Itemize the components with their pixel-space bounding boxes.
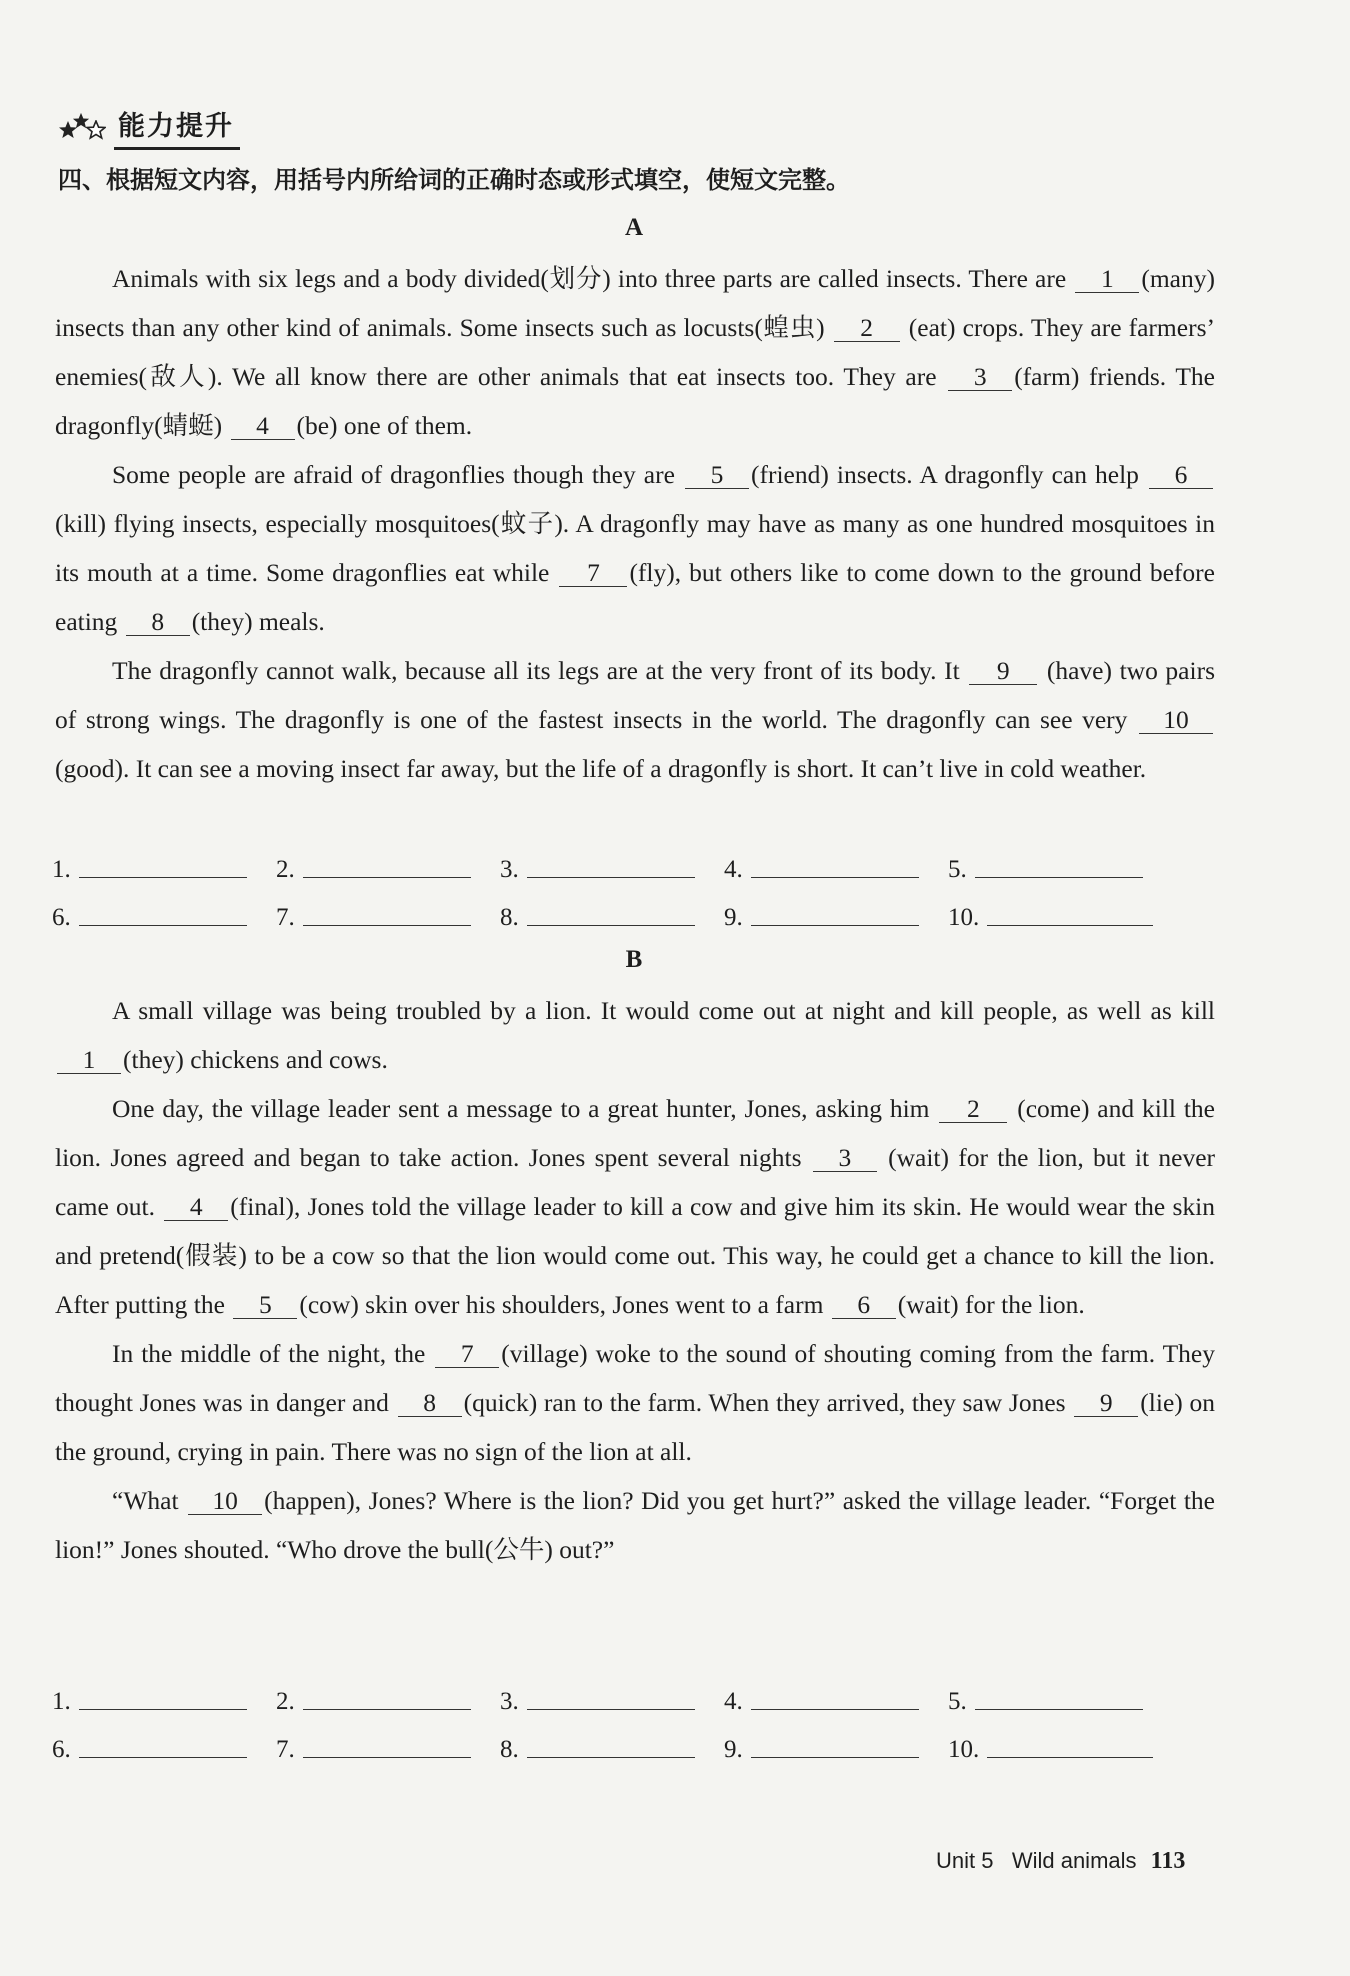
passage-text: (final), Jones told the village leader to kill a cow and give him its skin. He would wear the skin and pretend(假装) to be a cow so that the lion would come out. This way, he could get a chance to kill the lion. After putting the: [55, 1192, 1215, 1319]
passage-text: Some people are afraid of dragonflies though they are: [112, 460, 683, 489]
blank-5: 5: [685, 462, 749, 489]
passage-text: One day, the village leader sent a message to a great hunter, Jones, asking him: [112, 1094, 938, 1123]
a-answer-8: [500, 904, 724, 932]
answer-line[interactable]: [751, 925, 919, 926]
answer-number: 9.: [724, 1736, 743, 1763]
passage-paragraph: [55, 1084, 1215, 1329]
answer-number: 6.: [52, 1736, 71, 1763]
answer-number: 2.: [276, 856, 295, 883]
blank-2: 2: [939, 1096, 1007, 1123]
passage-text: (be) one of them.: [296, 411, 473, 440]
answer-line[interactable]: [79, 925, 247, 926]
b-answer-9: [724, 1736, 948, 1764]
answer-number: 7.: [276, 904, 295, 931]
answer-line[interactable]: [751, 1757, 919, 1758]
blank-6: 6: [832, 1292, 896, 1319]
passage-text: (have) two pairs of strong wings. The dragonfly is one of the fastest insects in the world. The dragonfly can see very: [55, 656, 1215, 734]
b-answer-6: [52, 1736, 276, 1764]
passage-text: (wait) for the lion.: [897, 1290, 1085, 1319]
a-answer-5: [948, 856, 1172, 884]
answer-row: [52, 1668, 1172, 1716]
passage-text: (fly), but others like to come down to the ground before eating: [55, 558, 1215, 636]
answer-number: 3.: [500, 856, 519, 883]
blank-3: 3: [948, 364, 1012, 391]
passage-text: The dragonfly cannot walk, because all its legs are at the very front of its body. It: [112, 656, 968, 685]
answer-line[interactable]: [527, 877, 695, 878]
answer-number: 10.: [948, 904, 980, 931]
blank-4: 4: [164, 1194, 228, 1221]
answer-number: 5.: [948, 1688, 967, 1715]
answer-number: 3.: [500, 1688, 519, 1715]
passage-text: A small village was being troubled by a lion. It would come out at night and kill people, as well as kill: [112, 996, 1215, 1025]
exercise-instruction: 四、根据短文内容，用括号内所给词的正确时态或形式填空，使短文完整。: [58, 166, 850, 194]
blank-1: 1: [57, 1047, 121, 1074]
passage-a: [55, 254, 1215, 793]
blank-5: 5: [233, 1292, 297, 1319]
blank-7: 7: [559, 560, 627, 587]
answer-number: 8.: [500, 904, 519, 931]
section-header: [58, 104, 240, 150]
passage-text: (good). It can see a moving insect far away, but the life of a dragonfly is short. It can’t live in cold weather.: [55, 754, 1147, 783]
answer-number: 5.: [948, 856, 967, 883]
b-answer-7: [276, 1736, 500, 1764]
passage-text: (lie) on the ground, crying in pain. There was no sign of the lion at all.: [55, 1388, 1215, 1466]
section-title: 能力提升: [114, 104, 240, 150]
answer-row: [52, 836, 1172, 884]
blank-7: 7: [435, 1341, 499, 1368]
passage-text: In the middle of the night, the: [112, 1339, 434, 1368]
answer-number: 10.: [948, 1736, 980, 1763]
passage-text: (cow) skin over his shoulders, Jones went to a farm: [299, 1290, 830, 1319]
answer-line[interactable]: [975, 877, 1143, 878]
answer-number: 1.: [52, 856, 71, 883]
passage-paragraph: [55, 646, 1215, 793]
a-answer-7: [276, 904, 500, 932]
passage-paragraph: [55, 1329, 1215, 1476]
answer-line[interactable]: [527, 1709, 695, 1710]
passage-text: (eat) crops. They are farmers’ enemies(敌人). We all know there are other animals that eat insects too. They are: [55, 313, 1215, 391]
passage-text: Animals with six legs and a body divided(划分) into three parts are called insects. There are: [112, 264, 1074, 293]
passage-text: (happen), Jones? Where is the lion? Did you get hurt?” asked the village leader. “Forget the lion!” Jones shouted. “Who drove the bull(公牛) out?”: [55, 1486, 1215, 1564]
passage-text: (come) and kill the lion. Jones agreed and began to take action. Jones spent several nights: [55, 1094, 1215, 1172]
a-answer-2: [276, 856, 500, 884]
b-answer-4: [724, 1688, 948, 1716]
passage-text: (quick) ran to the farm. When they arrived, they saw Jones: [463, 1388, 1073, 1417]
blank-1: 1: [1075, 266, 1139, 293]
page-footer: [936, 1848, 1185, 1875]
answer-row: [52, 884, 1172, 932]
passage-text: (wait) for the lion, but it never came out.: [55, 1143, 1216, 1221]
blank-3: 3: [813, 1145, 877, 1172]
answer-number: 6.: [52, 904, 71, 931]
blank-4: 4: [231, 413, 295, 440]
answer-line[interactable]: [303, 925, 471, 926]
b-answer-2: [276, 1688, 500, 1716]
passage-paragraph: [55, 254, 1215, 450]
answer-row: [52, 1716, 1172, 1764]
b-answer-1: [52, 1688, 276, 1716]
blank-8: 8: [398, 1390, 462, 1417]
unit-title: Wild animals: [1011, 1848, 1137, 1873]
passage-text: (they) chickens and cows.: [123, 1045, 388, 1074]
b-answer-5: [948, 1688, 1172, 1716]
answer-sheet-b: [52, 1668, 1172, 1764]
passage-text: (village) woke to the sound of shouting coming from the farm. They thought Jones was in danger and: [55, 1339, 1216, 1417]
answer-line[interactable]: [987, 925, 1153, 926]
answer-number: 1.: [52, 1688, 71, 1715]
b-answer-8: [500, 1736, 724, 1764]
a-answer-9: [724, 904, 948, 932]
blank-9: 9: [969, 658, 1037, 685]
passage-paragraph: [55, 450, 1215, 646]
blank-8: 8: [126, 609, 190, 636]
passage-text: “What: [112, 1486, 187, 1515]
blank-6: 6: [1149, 462, 1213, 489]
passage-text: (they) meals.: [191, 607, 325, 636]
answer-number: 2.: [276, 1688, 295, 1715]
answer-line[interactable]: [975, 1709, 1143, 1710]
a-answer-10: [948, 904, 1172, 932]
passage-a-label: A: [624, 214, 644, 241]
passage-text: (kill) flying insects, especially mosquitoes(蚊子). A dragonfly may have as many as one hundred mosquitoes in its mouth at a time. Some dragonflies eat while: [55, 509, 1215, 587]
passage-text: (friend) insects. A dragonfly can help: [750, 460, 1147, 489]
answer-number: 9.: [724, 904, 743, 931]
answer-number: 8.: [500, 1736, 519, 1763]
answer-line[interactable]: [527, 1757, 695, 1758]
answer-line[interactable]: [527, 925, 695, 926]
answer-sheet-a: [52, 836, 1172, 932]
b-answer-3: [500, 1688, 724, 1716]
b-answer-10: [948, 1736, 1172, 1764]
blank-9: 9: [1074, 1390, 1138, 1417]
answer-number: 7.: [276, 1736, 295, 1763]
passage-b-label: B: [625, 946, 643, 973]
blank-10: 10: [188, 1488, 262, 1515]
answer-line[interactable]: [303, 1757, 471, 1758]
answer-line[interactable]: [303, 877, 471, 878]
answer-line[interactable]: [987, 1757, 1153, 1758]
a-answer-1: [52, 856, 276, 884]
passage-text: (many) insects than any other kind of animals. Some insects such as locusts(蝗虫): [55, 264, 1215, 342]
blank-10: 10: [1139, 707, 1213, 734]
answer-line[interactable]: [751, 1709, 919, 1710]
a-answer-6: [52, 904, 276, 932]
answer-line[interactable]: [303, 1709, 471, 1710]
passage-text: (farm) friends. The dragonfly(蜻蜓): [55, 362, 1215, 440]
blank-2: 2: [834, 315, 900, 342]
answer-line[interactable]: [79, 1757, 247, 1758]
stars-icon: [58, 112, 114, 142]
page-number: 113: [1150, 1848, 1186, 1874]
answer-number: 4.: [724, 1688, 743, 1715]
unit-label: Unit 5: [936, 1848, 994, 1873]
a-answer-4: [724, 856, 948, 884]
answer-number: 4.: [724, 856, 743, 883]
answer-line[interactable]: [751, 877, 919, 878]
answer-line[interactable]: [79, 1709, 247, 1710]
passage-paragraph: [55, 986, 1215, 1084]
passage-paragraph: [55, 1476, 1215, 1574]
a-answer-3: [500, 856, 724, 884]
passage-b: [55, 986, 1215, 1574]
answer-line[interactable]: [79, 877, 247, 878]
